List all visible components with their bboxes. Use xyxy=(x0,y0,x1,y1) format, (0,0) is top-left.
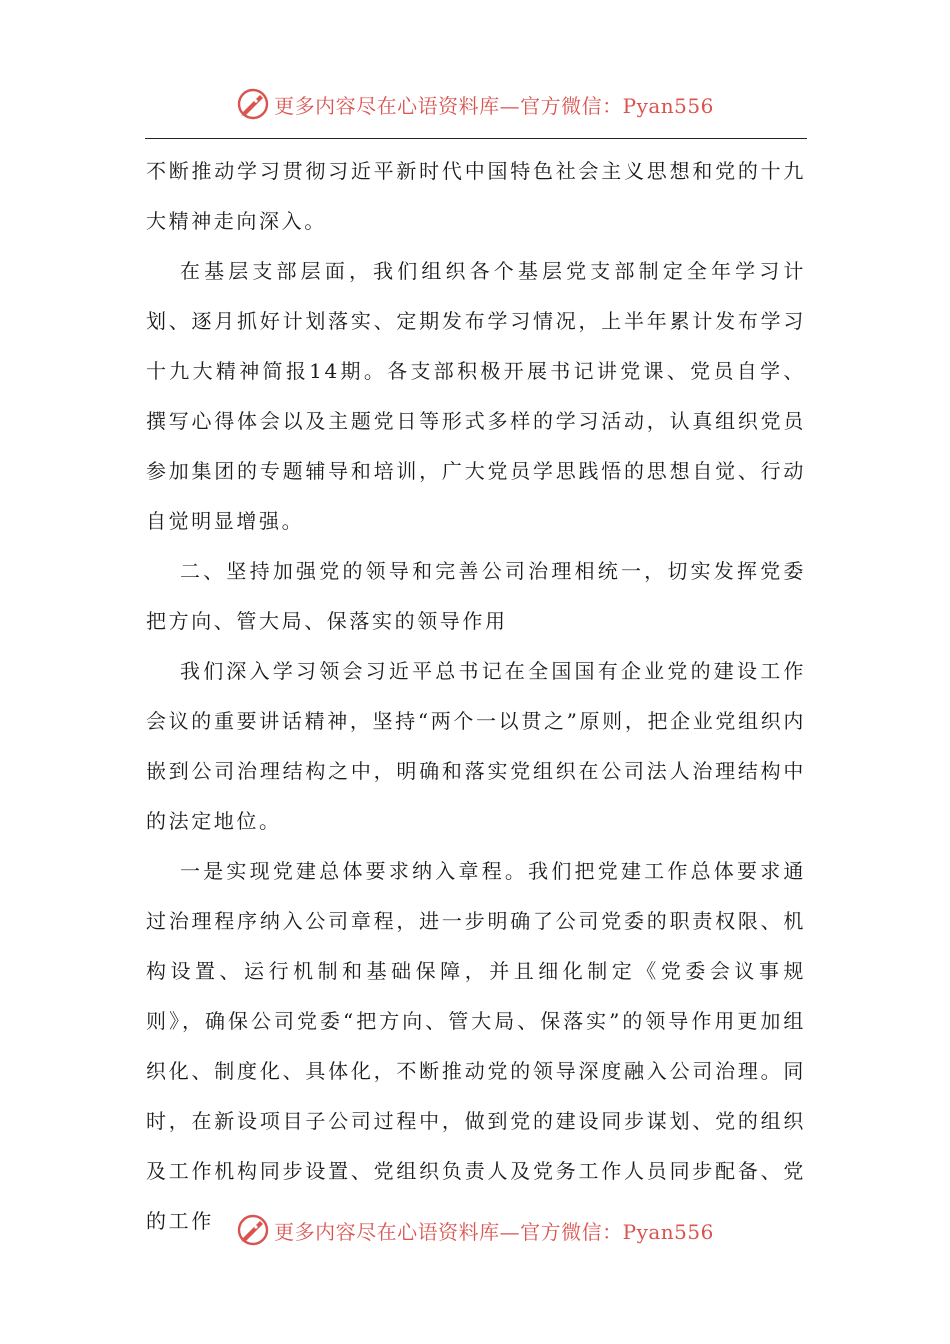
paragraph: 我们深入学习领会习近平总书记在全国国有企业党的建设工作会议的重要讲话精神，坚持“两个一以贯之”原则，把企业党组织内嵌到公司治理结构之中，明确和落实党组织在公司法人治理结构中的法定地位。 xyxy=(146,659,806,833)
footer-banner-text: 更多内容尽在心语资料库—官方微信：Pyan556 xyxy=(274,1219,714,1244)
header-divider xyxy=(145,138,807,139)
paragraph: 在基层支部层面，我们组织各个基层党支部制定全年学习计划、逐月抓好计划落实、定期发布学习情况，上半年累计发布学习十九大精神简报14期。各支部积极开展书记讲党课、党员自学、撰写心得体会以及主题党日等形式多样的学习活动，认真组织党员参加集团的专题辅导和培训，广大党员学思践悟的思想自觉、行动自觉明显增强。 xyxy=(146,259,806,533)
footer-banner xyxy=(0,1210,950,1250)
pen-nib-logo-icon xyxy=(236,1213,270,1247)
paragraph: 不断推动学习贯彻习近平新时代中国特色社会主义思想和党的十九大精神走向深入。 xyxy=(146,159,806,233)
section-heading: 二、坚持加强党的领导和完善公司治理相统一，切实发挥党委把方向、管大局、保落实的领导作用 xyxy=(146,559,806,633)
pen-nib-logo-icon xyxy=(236,87,270,121)
paragraph: 一是实现党建总体要求纳入章程。我们把党建工作总体要求通过治理程序纳入公司章程，进一步明确了公司党委的职责权限、机构设置、运行机制和基础保障，并且细化制定《党委会议事规则》，确保公司党委“把方向、管大局、保落实”的领导作用更加组织化、制度化、具体化，不断推动党的领导深度融入公司治理。同时，在新设项目子公司过程中，做到党的建设同步谋划、党的组织及工作机构同步设置、党组织负责人及党务工作人员同步配备、党的工作 xyxy=(146,859,806,1233)
header-banner-text: 更多内容尽在心语资料库—官方微信：Pyan556 xyxy=(274,93,714,118)
header-banner xyxy=(0,84,950,124)
document-body xyxy=(146,146,806,1246)
